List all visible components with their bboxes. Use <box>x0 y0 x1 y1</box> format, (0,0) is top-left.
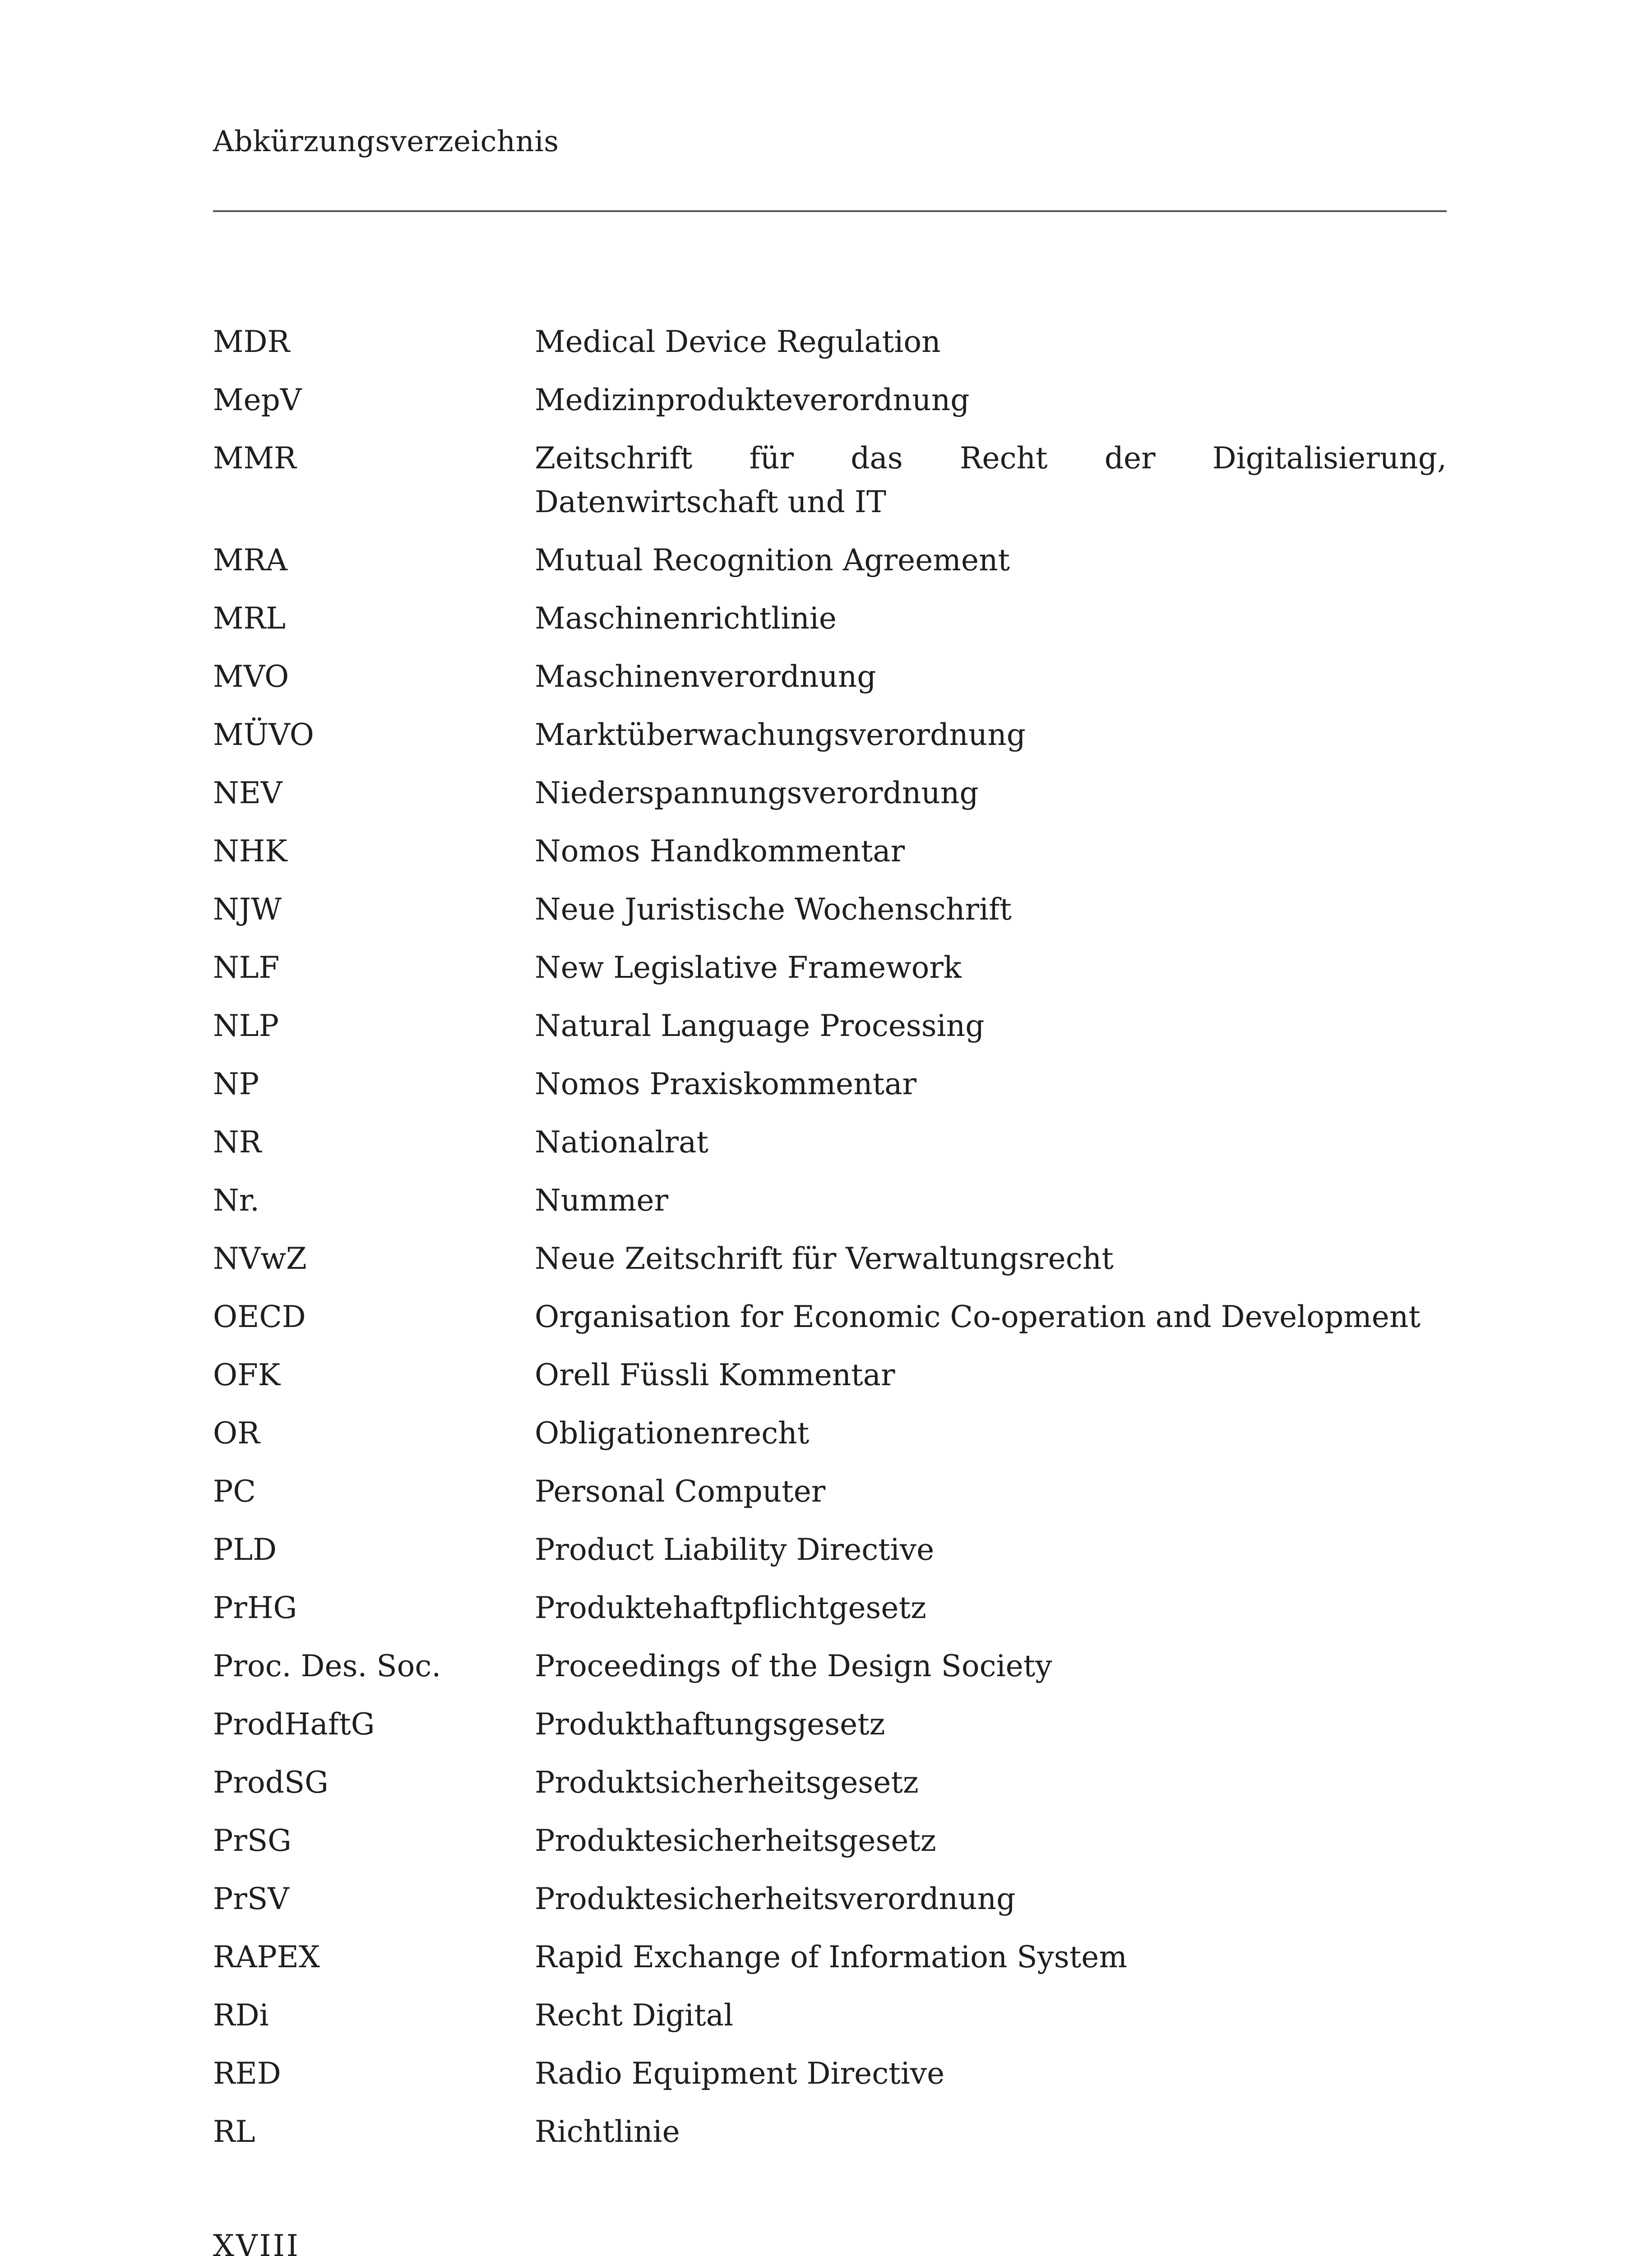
abbreviation-definition: Organisation for Economic Co-operation and Development <box>535 1299 1421 1334</box>
abbreviation-term: PrSG <box>213 1823 292 1858</box>
abbreviation-term: RL <box>213 2114 255 2149</box>
abbreviation-row <box>213 1702 1447 1746</box>
abbreviation-term: MMR <box>213 441 296 476</box>
abbreviation-row <box>213 1470 1447 1513</box>
abbreviation-definition: Produktsicherheitsgesetz <box>535 1765 919 1800</box>
abbreviation-definition: Neue Juristische Wochenschrift <box>535 892 1012 927</box>
abbreviation-term: RAPEX <box>213 1940 320 1974</box>
abbreviation-row <box>213 1644 1447 1688</box>
abbreviation-row <box>213 436 1447 524</box>
abbreviation-definition: Rapid Exchange of Information System <box>535 1940 1127 1974</box>
abbreviation-row <box>213 1528 1447 1572</box>
abbreviation-term: OR <box>213 1416 260 1451</box>
abbreviation-row <box>213 378 1447 422</box>
abbreviation-definition: New Legislative Framework <box>535 950 962 985</box>
abbreviation-term: NP <box>213 1067 259 1101</box>
abbreviation-term: NEV <box>213 776 282 810</box>
abbreviation-row <box>213 946 1447 989</box>
abbreviation-definition: Orell Füssli Kommentar <box>535 1358 895 1392</box>
abbreviation-row <box>213 2110 1447 2154</box>
abbreviation-row <box>213 1120 1447 1164</box>
abbreviation-definition: Marktüberwachungsverordnung <box>535 717 1026 752</box>
abbreviation-row <box>213 1237 1447 1281</box>
abbreviation-definition: Medizinprodukteverordnung <box>535 383 970 417</box>
abbreviation-term: MVO <box>213 659 289 694</box>
abbreviation-row <box>213 1295 1447 1339</box>
abbreviation-row <box>213 596 1447 640</box>
abbreviation-term: NHK <box>213 834 287 869</box>
abbreviation-term: PLD <box>213 1532 277 1567</box>
abbreviation-term: OECD <box>213 1299 306 1334</box>
abbreviation-term: NLF <box>213 950 280 985</box>
abbreviation-definition: Radio Equipment Directive <box>535 2056 945 2091</box>
abbreviation-definition: Produktehaftpflichtgesetz <box>535 1590 926 1625</box>
abbreviation-row <box>213 1935 1447 1979</box>
running-head: Abkürzungsverzeichnis <box>213 125 559 158</box>
abbreviation-list <box>213 320 1447 2168</box>
abbreviation-definition: Nomos Praxiskommentar <box>535 1067 917 1101</box>
abbreviation-definition: Mutual Recognition Agreement <box>535 543 1010 578</box>
abbreviation-term: NR <box>213 1125 262 1160</box>
abbreviation-row <box>213 1062 1447 1106</box>
abbreviation-definition: Produktesicherheitsverordnung <box>535 1882 1016 1916</box>
abbreviation-definition: Produkthaftungsgesetz <box>535 1707 885 1742</box>
abbreviation-definition: Richtlinie <box>535 2114 680 2149</box>
abbreviation-row <box>213 713 1447 757</box>
abbreviation-definition: Product Liability Directive <box>535 1532 935 1567</box>
abbreviation-term: MepV <box>213 383 302 417</box>
abbreviation-term: NVwZ <box>213 1241 307 1276</box>
abbreviation-definition: Nationalrat <box>535 1125 708 1160</box>
abbreviation-definition: Maschinenverordnung <box>535 659 876 694</box>
abbreviation-term: MDR <box>213 324 290 359</box>
abbreviation-definition: Nummer <box>535 1183 669 1218</box>
abbreviation-definition: Nomos Handkommentar <box>535 834 905 869</box>
abbreviation-definition: Produktesicherheitsgesetz <box>535 1823 936 1858</box>
abbreviation-definition: Niederspannungsverordnung <box>535 776 979 810</box>
abbreviation-term: Nr. <box>213 1183 260 1218</box>
abbreviation-definition: Neue Zeitschrift für Verwaltungsrecht <box>535 1241 1114 1276</box>
page-number: XVIII <box>213 2228 300 2256</box>
abbreviation-row <box>213 538 1447 582</box>
abbreviation-term: MÜVO <box>213 717 314 752</box>
abbreviation-row <box>213 1993 1447 2037</box>
abbreviation-row <box>213 1353 1447 1397</box>
abbreviation-definition: Obligationenrecht <box>535 1416 810 1451</box>
abbreviation-row <box>213 1586 1447 1630</box>
abbreviation-row <box>213 1004 1447 1048</box>
abbreviation-row <box>213 1179 1447 1222</box>
abbreviation-row <box>213 1411 1447 1455</box>
header-rule <box>213 210 1447 212</box>
abbreviation-row <box>213 888 1447 931</box>
abbreviation-term: PrHG <box>213 1590 297 1625</box>
abbreviation-row <box>213 771 1447 815</box>
abbreviation-term: RDi <box>213 1998 269 2033</box>
abbreviation-definition: Personal Computer <box>535 1474 826 1509</box>
abbreviation-term: OFK <box>213 1358 281 1392</box>
abbreviation-row <box>213 2052 1447 2095</box>
abbreviation-term: MRL <box>213 601 286 636</box>
abbreviation-row <box>213 1819 1447 1863</box>
abbreviation-row <box>213 655 1447 698</box>
abbreviation-term: NJW <box>213 892 282 927</box>
abbreviation-definition: Proceedings of the Design Society <box>535 1649 1052 1683</box>
abbreviation-row <box>213 1761 1447 1804</box>
abbreviation-definition: Recht Digital <box>535 1998 734 2033</box>
abbreviation-row <box>213 320 1447 364</box>
abbreviation-term: Proc. Des. Soc. <box>213 1649 441 1683</box>
abbreviation-term: PC <box>213 1474 256 1509</box>
abbreviation-term: RED <box>213 2056 281 2091</box>
abbreviation-row <box>213 1877 1447 1921</box>
abbreviation-term: ProdHaftG <box>213 1707 375 1742</box>
abbreviation-term: ProdSG <box>213 1765 329 1800</box>
abbreviation-term: PrSV <box>213 1882 289 1916</box>
abbreviation-row <box>213 829 1447 873</box>
abbreviation-definition: Natural Language Processing <box>535 1008 985 1043</box>
abbreviation-definition: Zeitschrift für das Recht der Digitalisierung, Datenwirtschaft und IT <box>535 441 1447 519</box>
abbreviation-definition: Medical Device Regulation <box>535 324 941 359</box>
abbreviation-term: MRA <box>213 543 287 578</box>
abbreviation-term: NLP <box>213 1008 279 1043</box>
abbreviation-definition: Maschinenrichtlinie <box>535 601 837 636</box>
